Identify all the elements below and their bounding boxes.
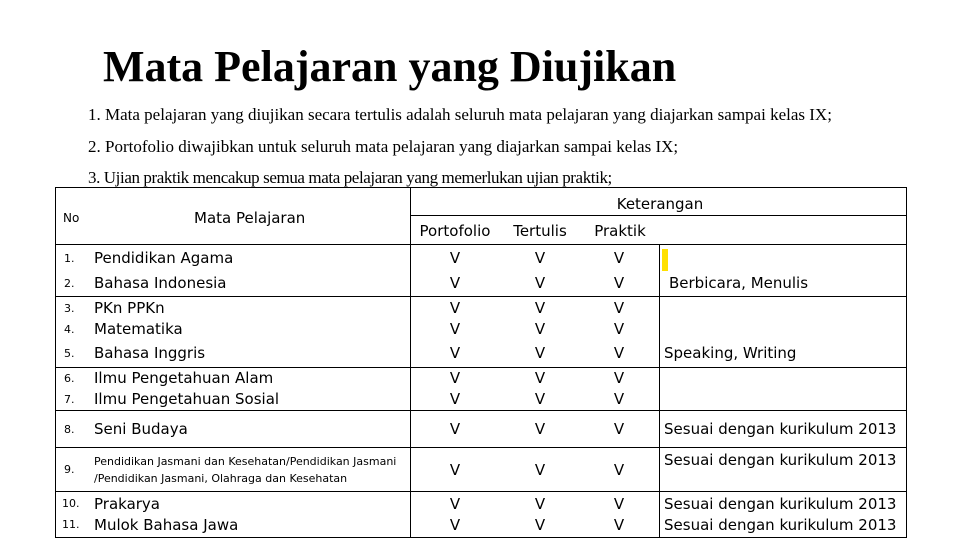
subject-name: Pendidikan Agama (94, 249, 234, 267)
header-praktik: Praktik (594, 222, 646, 240)
header-notes-group: Keterangan (616, 195, 704, 213)
table-border (55, 244, 906, 245)
portofolio-check: V (449, 495, 461, 513)
table-border (659, 244, 660, 538)
list-item: 1. Mata pelajaran yang diujikan secara tertulis adalah seluruh mata pelajaran yang diajarkan sampai kelas IX; (88, 105, 832, 124)
subject-name: Bahasa Indonesia (94, 274, 227, 292)
subject-name: Prakarya (94, 495, 160, 513)
praktik-check: V (613, 420, 625, 438)
tertulis-check: V (534, 274, 546, 292)
subject-name: Mulok Bahasa Jawa (94, 516, 239, 534)
praktik-check: V (613, 390, 625, 408)
highlight-marker (662, 249, 668, 271)
row-number: 3. (64, 302, 75, 315)
subject-name: Matematika (94, 320, 183, 338)
subject-name: Bahasa Inggris (94, 344, 206, 362)
list-item: 2. Portofolio diwajibkan untuk seluruh mata pelajaran yang diajarkan sampai kelas IX; (88, 137, 679, 156)
portofolio-check: V (449, 516, 461, 534)
praktik-check: V (613, 495, 625, 513)
tertulis-check: V (534, 320, 546, 338)
slide-title: Mata Pelajaran yang Diujikan (103, 42, 677, 91)
portofolio-check: V (449, 299, 461, 317)
table-border (55, 537, 906, 538)
portofolio-check: V (449, 344, 461, 362)
portofolio-check: V (449, 320, 461, 338)
row-number: 9. (64, 463, 75, 476)
header-tertulis: Tertulis (513, 222, 567, 240)
table-border (55, 187, 906, 188)
portofolio-check: V (449, 461, 461, 479)
tertulis-check: V (534, 495, 546, 513)
subject-name: Ilmu Pengetahuan Sosial (94, 390, 280, 408)
header-no: No (63, 211, 80, 225)
portofolio-check: V (449, 420, 461, 438)
row-number: 2. (64, 277, 75, 290)
praktik-check: V (613, 320, 625, 338)
note-text: Sesuai dengan kurikulum 2013 (664, 516, 897, 534)
praktik-check: V (613, 344, 625, 362)
row-number: 10. (62, 497, 80, 510)
tertulis-check: V (534, 390, 546, 408)
table-border (55, 410, 906, 411)
note-text: Sesuai dengan kurikulum 2013 (664, 451, 897, 469)
praktik-check: V (613, 369, 625, 387)
table-border (55, 491, 906, 492)
list-item: 3. Ujian praktik mencakup semua mata pelajaran yang memerlukan ujian praktik; (88, 168, 612, 187)
praktik-check: V (613, 249, 625, 267)
subject-name: PKn PPKn (94, 299, 165, 317)
row-number: 5. (64, 347, 75, 360)
table-border (906, 187, 907, 538)
tertulis-check: V (534, 420, 546, 438)
table-border (55, 447, 906, 448)
praktik-check: V (613, 516, 625, 534)
praktik-check: V (613, 299, 625, 317)
subject-name: Pendidikan Jasmani dan Kesehatan/Pendidikan Jasmani /Pendidikan Jasmani, Olahraga dan Kesehatan (94, 455, 397, 485)
row-number: 8. (64, 423, 75, 436)
row-number: 7. (64, 393, 75, 406)
table-border (410, 215, 906, 216)
tertulis-check: V (534, 461, 546, 479)
table-border (55, 367, 906, 368)
praktik-check: V (613, 274, 625, 292)
portofolio-check: V (449, 369, 461, 387)
praktik-check: V (613, 461, 625, 479)
note-text: Berbicara, Menulis (669, 274, 809, 292)
header-subject: Mata Pelajaran (194, 209, 306, 227)
subject-name: Ilmu Pengetahuan Alam (94, 369, 274, 387)
portofolio-check: V (449, 274, 461, 292)
table-border (55, 296, 906, 297)
subject-name: Seni Budaya (94, 420, 188, 438)
tertulis-check: V (534, 344, 546, 362)
table-border (55, 187, 56, 538)
portofolio-check: V (449, 249, 461, 267)
row-number: 11. (62, 518, 80, 531)
note-text: Sesuai dengan kurikulum 2013 (664, 495, 897, 513)
header-portofolio: Portofolio (419, 222, 491, 240)
tertulis-check: V (534, 516, 546, 534)
note-text: Sesuai dengan kurikulum 2013 (664, 420, 897, 438)
tertulis-check: V (534, 369, 546, 387)
row-number: 4. (64, 323, 75, 336)
note-text: Speaking, Writing (664, 344, 797, 362)
tertulis-check: V (534, 249, 546, 267)
tertulis-check: V (534, 299, 546, 317)
portofolio-check: V (449, 390, 461, 408)
row-number: 6. (64, 372, 75, 385)
row-number: 1. (64, 252, 75, 265)
